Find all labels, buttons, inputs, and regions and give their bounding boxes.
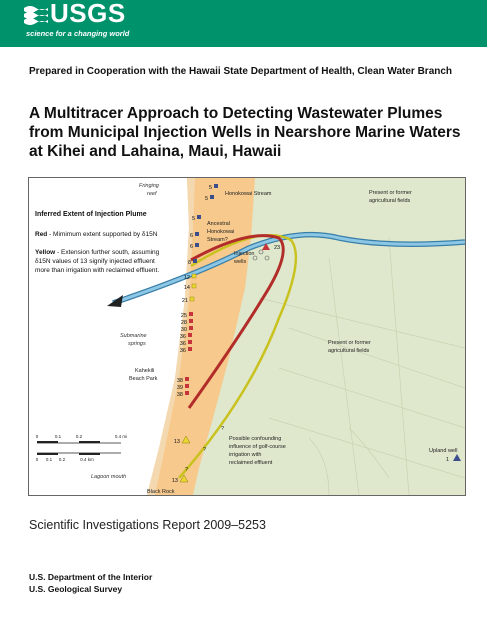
usgs-tagline: science for a changing world (26, 29, 130, 38)
ancestral-label-3: Stream? (207, 237, 228, 243)
marker-yellow (192, 274, 196, 278)
question-mark-3: ? (185, 467, 189, 473)
scale-mi-4: 0.4 mi (114, 434, 128, 439)
black-rock-label: Black Rock (147, 489, 175, 495)
possible-influence-label-1: Possible confounding (229, 436, 282, 442)
possible-influence-label-4: reclaimed effluent (229, 460, 273, 466)
marker-blue (197, 215, 201, 219)
agency-line-2: U.S. Geological Survey (29, 584, 123, 594)
study-area-map (28, 177, 466, 496)
legend-heading: Inferred Extent of Injection Plume (35, 211, 147, 218)
agency-block (29, 571, 152, 595)
marker-red (188, 347, 192, 351)
station-value: 6 (189, 244, 193, 250)
station-value: 25 (180, 313, 187, 319)
upland-well-value: 1 (446, 457, 450, 463)
station-value: 30 (180, 327, 187, 333)
station-value: 38 (176, 392, 183, 398)
scale-mi-2: 0.2 (75, 434, 83, 439)
question-mark-1: ? (221, 426, 225, 432)
marker-yellow (190, 297, 194, 301)
station-value: 36 (179, 334, 186, 340)
ancestral-label-1: Ancestral (207, 221, 230, 227)
legend-yellow-text1: - Extension further south, assuming (55, 249, 160, 256)
possible-influence-label-2: influence of golf-course (229, 444, 286, 450)
station-value: 36 (179, 341, 186, 347)
injection-wells-label-2: wells (234, 259, 247, 265)
agency-line-1: U.S. Department of the Interior (29, 572, 153, 582)
station-value: 39 (176, 385, 183, 391)
agri-fields-label-1a: Present or former (369, 190, 412, 196)
station-value: 21 (181, 298, 188, 304)
upland-well-label: Upland well (429, 448, 458, 454)
marker-red (185, 391, 189, 395)
legend-yellow-text2: δ15N values of 13 signify injected effluent (35, 258, 155, 265)
agri-fields-label-2b: agricultural fields (328, 348, 370, 354)
legend-yellow-entry (35, 249, 160, 256)
marker-red (188, 340, 192, 344)
station-value: 38 (176, 378, 183, 384)
lagoon-mouth-label: Lagoon mouth (91, 474, 127, 480)
marker-red (189, 319, 193, 323)
ancestral-label-2: Honokowai (207, 229, 235, 235)
submarine-springs-label-1: Submarine (120, 333, 147, 339)
station-value: 13 (171, 478, 178, 484)
scale-mi-0: 0 (35, 434, 39, 439)
station-value: 14 (183, 285, 190, 291)
agri-fields-label-2a: Present or former (328, 340, 371, 346)
title-line-1: A Multitracer Approach to Detecting Wastewater Plumes (29, 105, 443, 122)
usgs-logo[interactable] (24, 2, 144, 42)
marker-yellow (192, 284, 196, 288)
marker-blue (193, 259, 197, 263)
usgs-wordmark: USGS (50, 0, 126, 28)
legend-red-text: - Mimimum extent supported by δ15N (47, 231, 158, 238)
agri-fields-label-1b: agricultural fields (369, 198, 411, 204)
submarine-springs-label-2: springs (128, 341, 146, 347)
legend-yellow-text3: more than irrigation with reclaimed effluent. (35, 267, 160, 274)
marker-red (189, 326, 193, 330)
station-value: 28 (180, 320, 187, 326)
station-value: 8 (187, 260, 191, 266)
station-value: 36 (179, 348, 186, 354)
possible-influence-label-3: irrigation with (229, 452, 262, 458)
station-value: 5 (208, 185, 212, 191)
marker-blue (214, 184, 218, 188)
legend-red-entry (35, 231, 158, 238)
fringing-reef-label-2: reef (147, 191, 157, 197)
marker-blue (195, 243, 199, 247)
station-value: 5 (191, 216, 195, 222)
station-value: 5 (204, 196, 208, 202)
question-mark-2: ? (203, 447, 207, 453)
prepared-in-cooperation: Prepared in Cooperation with the Hawaii State Department of Health, Clean Water Branch (29, 66, 453, 77)
scale-km-2: 0.2 (58, 457, 66, 462)
honokowai-stream-label: Honokowai Stream (225, 191, 272, 197)
injection-wells-label-1: Injection (234, 251, 255, 257)
scale-km-1: 0.1 (45, 457, 53, 462)
usgs-wave-icon (24, 4, 48, 26)
station-value: 12 (183, 275, 190, 281)
legend-red-key: Red (35, 231, 48, 238)
kahekili-label-2: Beach Park (129, 376, 158, 382)
usgs-banner (0, 0, 487, 47)
marker-red (185, 377, 189, 381)
marker-blue (210, 195, 214, 199)
marker-blue (195, 232, 199, 236)
kahekili-label-1: Kahekili (135, 368, 155, 374)
fringing-reef-label-1: Fringing (139, 183, 159, 189)
station-value: 13 (173, 439, 180, 445)
marker-red (189, 312, 193, 316)
report-title (29, 104, 469, 161)
title-line-3: at Kihei and Lahaina, Maui, Hawaii (29, 143, 282, 160)
legend-yellow-key: Yellow (35, 249, 56, 256)
scale-km-4: 0.4 km (80, 457, 94, 462)
injection-well-value: 23 (274, 245, 281, 251)
scale-mi-1: 0.1 (54, 434, 62, 439)
marker-red (188, 333, 192, 337)
marker-red (185, 384, 189, 388)
scale-km-0: 0 (35, 457, 39, 462)
station-value: 6 (189, 233, 193, 239)
report-number: Scientific Investigations Report 2009–5253 (29, 518, 266, 532)
title-line-2: from Municipal Injection Wells in Nearshore Marine Waters (29, 124, 461, 141)
